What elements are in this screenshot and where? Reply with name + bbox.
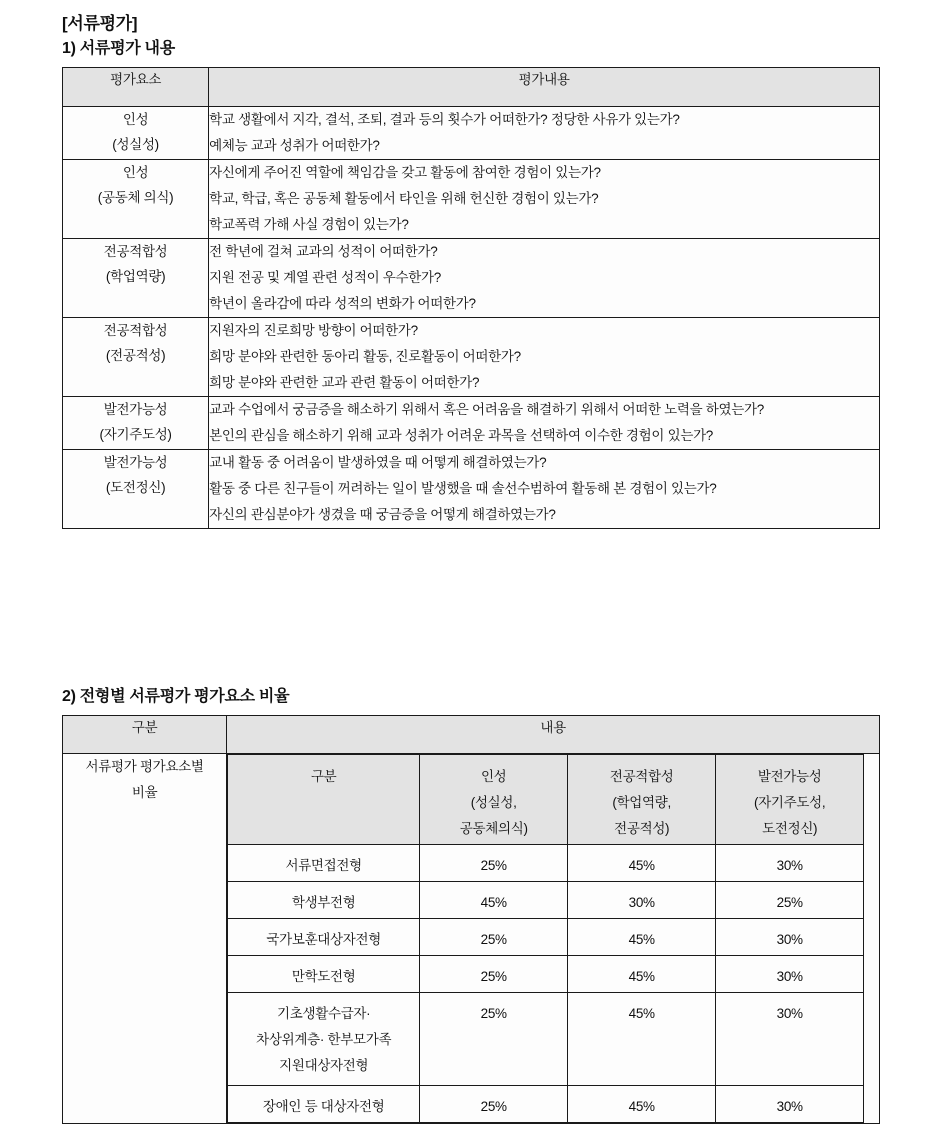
ratio-header-cell <box>420 755 568 845</box>
ratio-value-cell <box>568 919 716 956</box>
ratio-value-cell <box>420 919 568 956</box>
evaluation-factor-cell <box>63 160 209 239</box>
section-1-heading: 1) 서류평가 내용 <box>62 40 175 57</box>
ratio-value-cell <box>420 956 568 993</box>
evaluation-factor-cell <box>63 450 209 529</box>
ratio-value: 45% <box>480 895 507 910</box>
table-row <box>63 107 880 160</box>
ratio-header-line: (자기주도성, <box>754 795 826 810</box>
table2-row-label-line: 서류평가 평가요소별 <box>85 759 204 774</box>
table1-header-content: 평가내용 <box>209 68 880 107</box>
table1-body <box>63 107 880 529</box>
ratio-header-line: 도전정신) <box>762 821 818 836</box>
admission-type-cell <box>228 956 420 993</box>
table-row <box>228 919 864 956</box>
table-row <box>63 239 880 318</box>
ratio-body <box>228 845 864 1123</box>
evaluation-content-line: 학교 생활에서 지각, 결석, 조퇴, 결과 등의 횟수가 어떠한가? 정당한 사유가 있는가? <box>209 112 680 127</box>
ratio-value-cell <box>420 845 568 882</box>
section-2-heading: 2) 전형별 서류평가 평가요소 비율 <box>62 688 290 705</box>
evaluation-content-line: 지원자의 진로희망 방향이 어떠한가? <box>209 323 418 338</box>
ratio-header-line: 전공적성) <box>614 821 670 836</box>
admission-type-cell <box>228 993 420 1086</box>
evaluation-factor-cell <box>63 318 209 397</box>
ratio-header-line: (성실성, <box>470 795 517 810</box>
table2-header-row <box>63 716 880 754</box>
evaluation-content-line: 학년이 올라감에 따라 성적의 변화가 어떠한가? <box>209 296 476 311</box>
ratio-value: 45% <box>628 1006 655 1021</box>
ratio-value: 30% <box>776 1006 803 1021</box>
ratio-header-line: (학업역량, <box>612 795 671 810</box>
table1-header-factor: 평가요소 <box>63 68 209 107</box>
ratio-value: 25% <box>480 1006 507 1021</box>
evaluation-factor-line: 발전가능성 <box>103 455 168 470</box>
ratio-value: 45% <box>628 858 655 873</box>
table-row <box>63 160 880 239</box>
ratio-value: 25% <box>776 895 803 910</box>
admission-type-line: 기초생활수급자· <box>276 1006 371 1021</box>
evaluation-content-cell <box>209 397 880 450</box>
evaluation-content-line: 지원 전공 및 계열 관련 성적이 우수한가? <box>209 270 441 285</box>
ratio-header-line: 인성 <box>480 769 507 784</box>
ratio-value: 25% <box>480 1099 507 1114</box>
ratio-value: 30% <box>776 932 803 947</box>
ratio-value-cell <box>568 845 716 882</box>
admission-type-line: 지원대상자전형 <box>279 1058 369 1073</box>
ratio-header-cell <box>228 755 420 845</box>
ratio-header-cell <box>568 755 716 845</box>
evaluation-criteria-table <box>62 67 880 529</box>
evaluation-content-cell <box>209 160 880 239</box>
evaluation-factor-line: (성실성) <box>112 137 159 152</box>
evaluation-factor-line: 전공적합성 <box>103 323 168 338</box>
ratio-header-row <box>228 755 864 845</box>
ratio-value-cell <box>420 1086 568 1123</box>
evaluation-factor-cell <box>63 239 209 318</box>
table2-nested-cell <box>227 754 880 1124</box>
ratio-value: 45% <box>628 969 655 984</box>
ratio-value-cell <box>716 845 864 882</box>
admission-type-ratio-table <box>62 715 880 1124</box>
ratio-value: 45% <box>628 932 655 947</box>
ratio-header-line: 공동체의식) <box>459 821 528 836</box>
ratio-value: 30% <box>776 858 803 873</box>
table2-header-gubun: 구분 <box>63 716 227 754</box>
admission-type-cell <box>228 882 420 919</box>
evaluation-content-line: 자신에게 주어진 역할에 책임감을 갖고 활동에 참여한 경험이 있는가? <box>209 165 601 180</box>
admission-type-line: 국가보훈대상자전형 <box>266 932 382 947</box>
ratio-value-cell <box>716 919 864 956</box>
ratio-header-line: 구분 <box>310 769 337 784</box>
table1-header-row <box>63 68 880 107</box>
evaluation-content-cell <box>209 107 880 160</box>
ratio-value-cell <box>568 993 716 1086</box>
evaluation-content-cell <box>209 450 880 529</box>
ratio-value-cell <box>716 882 864 919</box>
ratio-value: 25% <box>480 858 507 873</box>
table2-row-label-line: 비율 <box>131 785 158 800</box>
evaluation-content-cell <box>209 318 880 397</box>
evaluation-content-line: 활동 중 다른 친구들이 꺼려하는 일이 발생했을 때 솔선수범하여 활동해 본 경험이 있는가? <box>209 481 717 496</box>
ratio-value-cell <box>716 956 864 993</box>
table-row <box>228 956 864 993</box>
admission-type-cell <box>228 845 420 882</box>
admission-type-line: 장애인 등 대상자전형 <box>262 1099 385 1114</box>
table2-header-naeyong: 내용 <box>227 716 880 754</box>
evaluation-factor-cell <box>63 107 209 160</box>
evaluation-factor-cell <box>63 397 209 450</box>
admission-type-line: 학생부전형 <box>291 895 356 910</box>
ratio-value: 30% <box>776 969 803 984</box>
evaluation-content-line: 교내 활동 중 어려움이 발생하였을 때 어떻게 해결하였는가? <box>209 455 547 470</box>
ratio-value-cell <box>420 993 568 1086</box>
evaluation-factor-line: (도전정신) <box>105 480 166 495</box>
table-row <box>228 882 864 919</box>
table-row <box>228 993 864 1086</box>
evaluation-content-line: 희망 분야와 관련한 동아리 활동, 진로활동이 어떠한가? <box>209 349 521 364</box>
evaluation-factor-line: 전공적합성 <box>103 244 168 259</box>
ratio-value-cell <box>716 1086 864 1123</box>
admission-type-cell <box>228 919 420 956</box>
ratio-header-line: 전공적합성 <box>609 769 674 784</box>
evaluation-factor-line: (공동체 의식) <box>97 190 174 205</box>
evaluation-factor-line: (학업역량) <box>105 269 166 284</box>
evaluation-content-cell <box>209 239 880 318</box>
ratio-header-cell <box>716 755 864 845</box>
table-row <box>228 1086 864 1123</box>
evaluation-factor-line: 인성 <box>122 112 149 127</box>
table-row <box>63 450 880 529</box>
document-title: [서류평가] <box>62 14 138 33</box>
evaluation-factor-line: (자기주도성) <box>99 427 172 442</box>
ratio-header-row <box>228 755 864 845</box>
evaluation-factor-line: 인성 <box>122 165 149 180</box>
evaluation-content-line: 교과 수업에서 궁금증을 해소하기 위해서 혹은 어려움을 해결하기 위해서 어떠한 노력을 하였는가? <box>209 402 764 417</box>
ratio-value: 25% <box>480 969 507 984</box>
table-row <box>63 318 880 397</box>
ratio-value-cell <box>420 882 568 919</box>
evaluation-content-line: 예체능 교과 성취가 어떠한가? <box>209 138 380 153</box>
ratio-value-cell <box>568 882 716 919</box>
evaluation-factor-line: 발전가능성 <box>103 402 168 417</box>
ratio-value-cell <box>716 993 864 1086</box>
evaluation-content-line: 전 학년에 걸쳐 교과의 성적이 어떠한가? <box>209 244 438 259</box>
admission-type-line: 차상위계층· 한부모가족 <box>256 1032 392 1047</box>
ratio-value-cell <box>568 956 716 993</box>
ratio-value: 25% <box>480 932 507 947</box>
ratio-value: 30% <box>776 1099 803 1114</box>
table2-row-label <box>63 754 227 1124</box>
admission-type-line: 만학도전형 <box>291 969 356 984</box>
ratio-value: 30% <box>628 895 655 910</box>
ratio-breakdown-table <box>227 754 864 1123</box>
admission-type-line: 서류면접전형 <box>285 858 362 873</box>
evaluation-content-line: 본인의 관심을 해소하기 위해 교과 성취가 어려운 과목을 선택하여 이수한 경험이 있는가? <box>209 428 714 443</box>
admission-type-cell <box>228 1086 420 1123</box>
evaluation-factor-line: (전공적성) <box>105 348 166 363</box>
ratio-value: 45% <box>628 1099 655 1114</box>
evaluation-content-line: 학교, 학급, 혹은 공동체 활동에서 타인을 위해 헌신한 경험이 있는가? <box>209 191 599 206</box>
evaluation-content-line: 학교폭력 가해 사실 경험이 있는가? <box>209 217 409 232</box>
ratio-value-cell <box>568 1086 716 1123</box>
table-row <box>63 397 880 450</box>
evaluation-content-line: 희망 분야와 관련한 교과 관련 활동이 어떠한가? <box>209 375 480 390</box>
table-row <box>228 845 864 882</box>
ratio-header-line: 발전가능성 <box>757 769 822 784</box>
table2-content-row <box>63 754 880 1124</box>
evaluation-content-line: 자신의 관심분야가 생겼을 때 궁금증을 어떻게 해결하였는가? <box>209 507 556 522</box>
